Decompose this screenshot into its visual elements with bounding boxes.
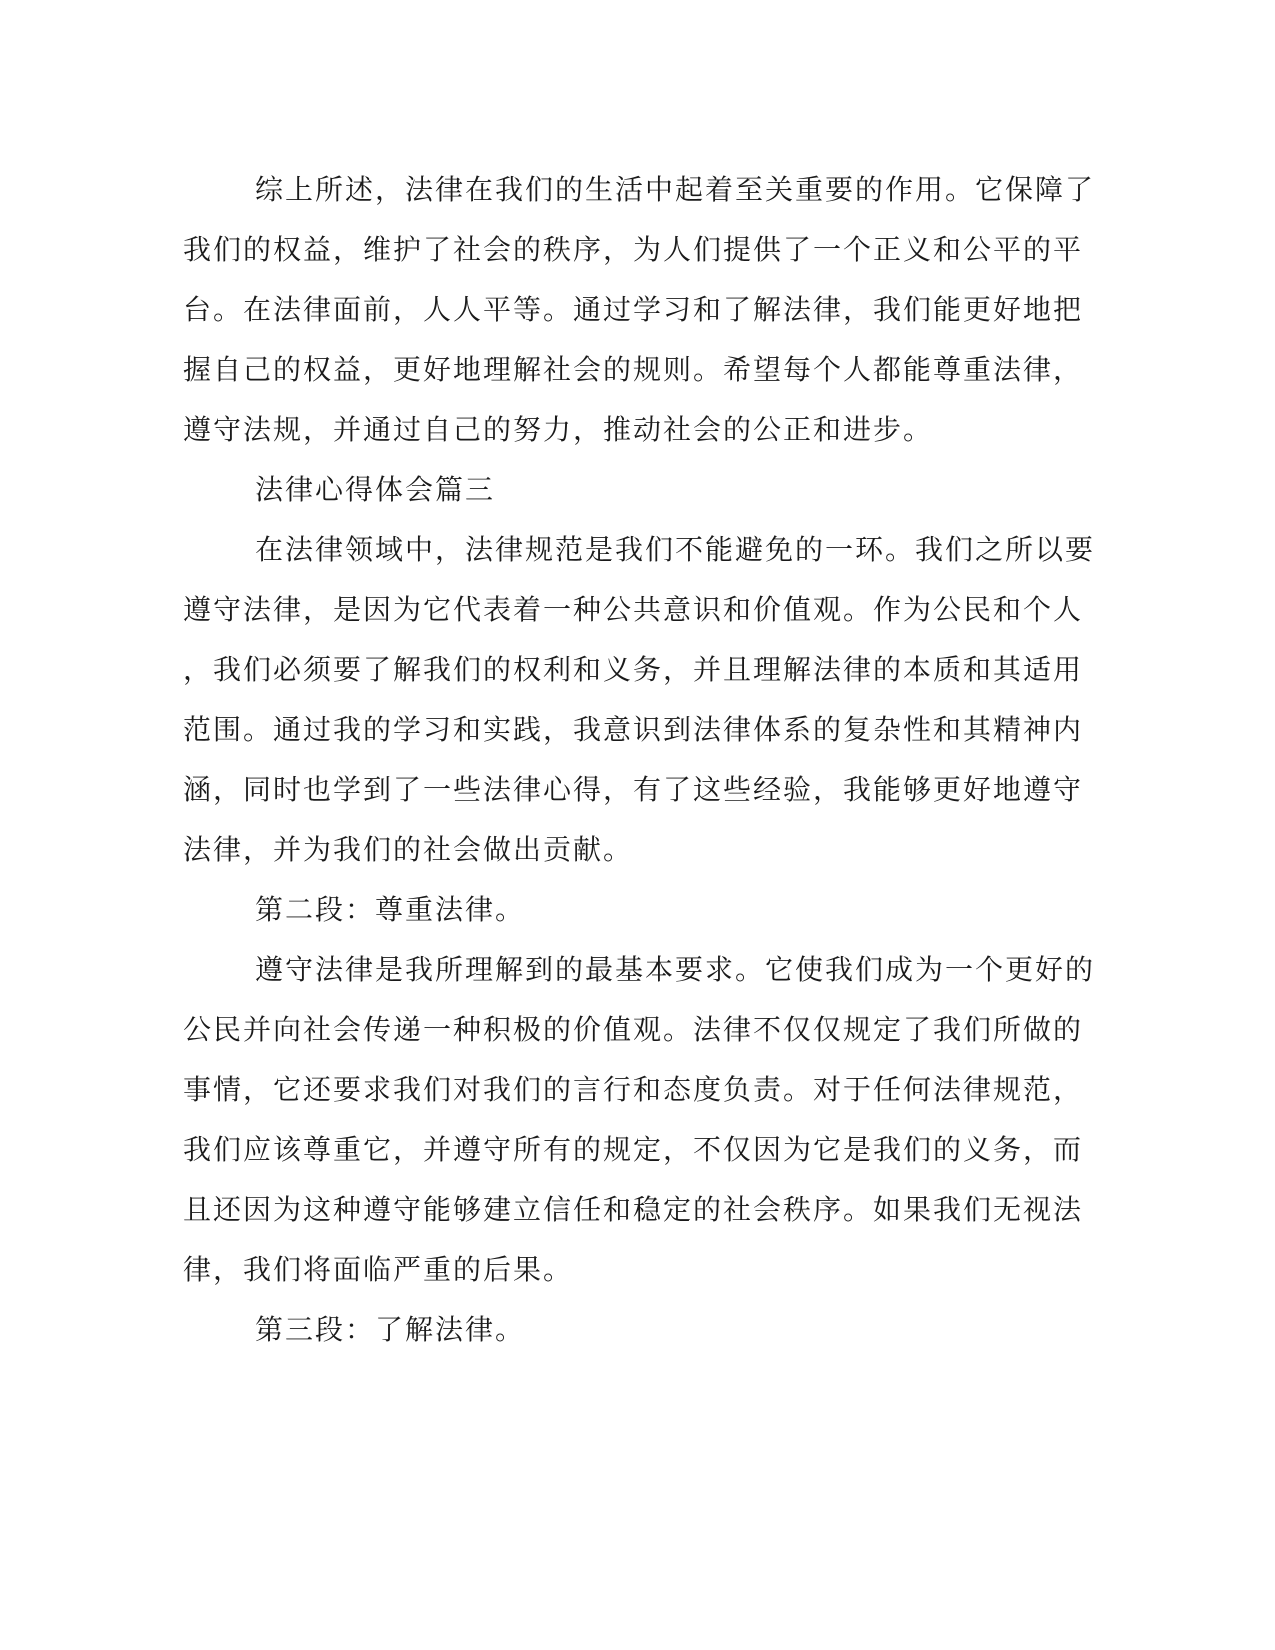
text-line: ，我们必须要了解我们的权利和义务，并且理解法律的本质和其适用 xyxy=(183,653,1084,686)
section-heading-understand-law: 第三段：了解法律。 xyxy=(255,1313,526,1346)
text-line: 台。在法律面前，人人平等。通过学习和了解法律，我们能更好地把 xyxy=(183,293,1084,326)
text-line: 遵守法律，是因为它代表着一种公共意识和价值观。作为公民和个人 xyxy=(183,593,1084,626)
paragraph-intro xyxy=(183,520,1096,880)
section-heading-respect-law: 第二段：尊重法律。 xyxy=(255,893,526,926)
text-line: 事情，它还要求我们对我们的言行和态度负责。对于任何法律规范， xyxy=(183,1073,1084,1106)
paragraph-respect-law xyxy=(183,940,1096,1300)
text-line: 且还因为这种遵守能够建立信任和稳定的社会秩序。如果我们无视法 xyxy=(183,1193,1084,1226)
text-line: 我们的权益，维护了社会的秩序，为人们提供了一个正义和公平的平 xyxy=(183,233,1084,266)
text-line: 遵守法规，并通过自己的努力，推动社会的公正和进步。 xyxy=(183,413,934,446)
text-line: 遵守法律是我所理解到的最基本要求。它使我们成为一个更好的 xyxy=(255,953,1096,986)
text-line: 我们应该尊重它，并遵守所有的规定，不仅因为它是我们的义务，而 xyxy=(183,1133,1084,1166)
text-line: 握自己的权益，更好地理解社会的规则。希望每个人都能尊重法律， xyxy=(183,353,1084,386)
document-body xyxy=(183,160,1096,1360)
text-line: 律，我们将面临严重的后果。 xyxy=(183,1253,574,1286)
text-line: 在法律领域中，法律规范是我们不能避免的一环。我们之所以要 xyxy=(255,533,1096,566)
section-heading-part-three: 法律心得体会篇三 xyxy=(255,473,496,506)
text-line: 法律，并为我们的社会做出贡献。 xyxy=(183,833,634,866)
text-line: 公民并向社会传递一种积极的价值观。法律不仅仅规定了我们所做的 xyxy=(183,1013,1084,1046)
text-line: 综上所述，法律在我们的生活中起着至关重要的作用。它保障了 xyxy=(255,173,1096,206)
paragraph-summary xyxy=(183,160,1096,460)
text-line: 涵，同时也学到了一些法律心得，有了这些经验，我能够更好地遵守 xyxy=(183,773,1084,806)
text-line: 范围。通过我的学习和实践，我意识到法律体系的复杂性和其精神内 xyxy=(183,713,1084,746)
